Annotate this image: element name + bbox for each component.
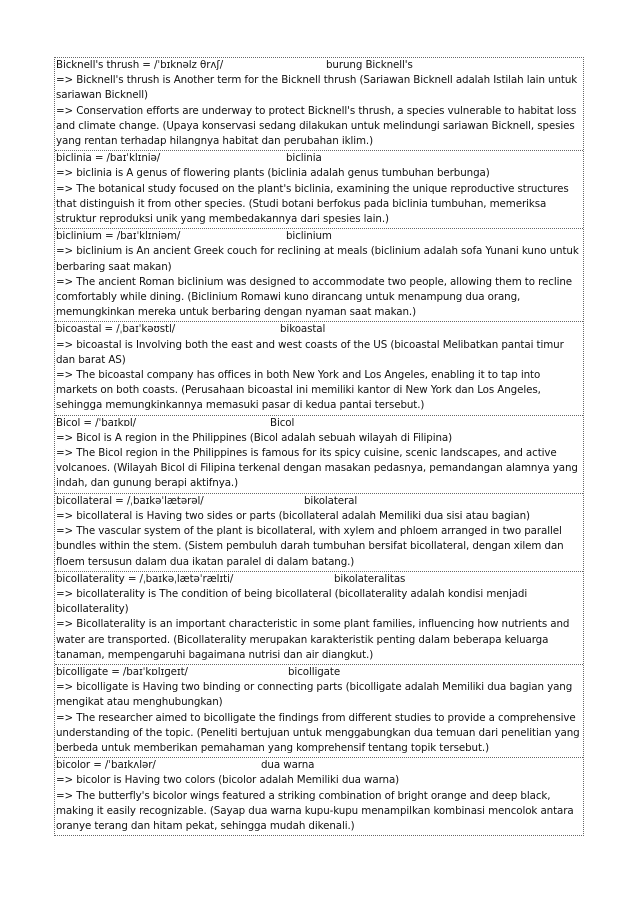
entry-term: bicolligate = /baɪˈkɒlɪɡeɪt/	[56, 665, 188, 678]
entry-example: => Conservation efforts are underway to protect Bicknell's thrush, a species vulnerable to habitat loss and climate change. (Upaya konservasi sedang dilakukan untuk melindungi sariawan Bicknell, spesies yang rentan terhadap hilangnya habitat dan perubahan iklim.)	[56, 104, 577, 148]
entry-definition: => Bicknell's thrush is Another term for the Bicknell thrush (Sariawan Bicknell adalah Istilah lain untuk sariawan Bicknell)	[56, 74, 578, 102]
vocabulary-entry	[55, 494, 583, 572]
entry-example: => The vascular system of the plant is bicollateral, with xylem and phloem arranged in two parallel bundles within the stem. (Sistem pembuluh darah tumbuhan bersifat bicollateral, dengan xilem dan floem tersusun dalam dua ikatan paralel di dalam batang.)	[56, 525, 564, 568]
entry-headline	[56, 665, 583, 680]
entry-term: Bicknell's thrush = /ˈbɪknəlz θrʌʃ/	[56, 59, 224, 71]
vocabulary-entry	[55, 758, 583, 835]
vocabulary-list	[54, 57, 584, 836]
entry-definition: => biclinium is An ancient Greek couch for reclining at meals (biclinium adalah sofa Yunani kuno untuk berbaring saat makan)	[56, 245, 579, 273]
entry-translation: bikolateral	[304, 494, 358, 507]
entry-term: biclinium = /baɪˈklɪniəm/	[56, 230, 181, 243]
entry-translation: bikoastal	[280, 323, 326, 336]
vocabulary-entry	[55, 322, 583, 415]
entry-example: => The bicoastal company has offices in both New York and Los Angeles, enabling it to tap into markets on both coasts. (Perusahaan bicoastal ini memiliki kantor di New York dan Los Angeles, sehingga memungkinkannya memasuki pasar di kedua pantai tersebut.)	[56, 369, 541, 412]
vocabulary-entry	[55, 572, 583, 665]
entry-translation: burung Bicknell's	[326, 59, 413, 71]
entry-term: bicollaterality = /ˌbaɪkəˌlætəˈrælɪti/	[56, 572, 234, 585]
vocabulary-entry	[55, 665, 583, 758]
entry-example: => Bicollaterality is an important characteristic in some plant families, influencing how nutrients and water are transported. (Bicollaterality merupakan karakteristik penting dalam beberapa keluarga tanaman, mempengaruhi bagaimana nutrisi dan air diangkut.)	[56, 618, 570, 661]
entry-definition: => bicolligate is Having two binding or connecting parts (bicolligate adalah Memiliki dua bagian yang mengikat atau menghubungkan)	[56, 681, 573, 709]
entry-example: => The researcher aimed to bicolligate the findings from different studies to provide a comprehensive understanding of the topic. (Peneliti bertujuan untuk menggabungkan dua temuan dari penelitian yang berbeda untuk memberikan pemahaman yang komprehensif tentang topik tersebut.)	[56, 711, 580, 754]
entry-translation: Bicol	[270, 416, 295, 429]
entry-term: bicoastal = /ˌbaɪˈkəʊstl/	[56, 323, 176, 336]
entry-example: => The butterfly's bicolor wings featured a striking combination of bright orange and deep black, making it easily recognizable. (Sayap dua warna kupu-kupu menampilkan kombinasi mencolok antara oranye terang dan hitam pekat, sehingga mudah dikenali.)	[56, 789, 574, 832]
entry-definition: => bicollateral is Having two sides or parts (bicollateral adalah Memiliki dua sisi atau bagian)	[56, 509, 530, 522]
entry-headline	[56, 322, 583, 337]
entry-definition: => bicoastal is Involving both the east and west coasts of the US (bicoastal Melibatkan pantai timur dan barat AS)	[56, 338, 564, 366]
entry-definition: => bicollaterality is The condition of being bicollateral (bicollaterality adalah kondisi menjadi bicollaterality)	[56, 587, 528, 616]
vocabulary-entry	[55, 416, 583, 494]
entry-example: => The ancient Roman biclinium was designed to accommodate two people, allowing them to recline comfortably while dining. (Biclinium Romawi kuno dirancang untuk menampung dua orang, memungkinkan mereka untuk berbaring dengan nyaman saat makan.)	[56, 275, 573, 319]
entry-term: biclinia = /baɪˈklɪniə/	[56, 152, 161, 165]
entry-translation: biclinia	[286, 152, 322, 165]
vocabulary-entry	[55, 58, 583, 151]
entry-definition: => bicolor is Having two colors (bicolor adalah Memiliki dua warna)	[56, 774, 400, 787]
entry-term: bicolor = /ˈbaɪkʌlər/	[56, 759, 156, 772]
entry-definition: => biclinia is A genus of flowering plants (biclinia adalah genus tumbuhan berbunga)	[56, 167, 490, 180]
vocabulary-entry	[55, 151, 583, 229]
entry-headline	[56, 758, 583, 773]
entry-translation: dua warna	[261, 759, 315, 772]
entry-headline	[56, 151, 583, 166]
entry-example: => The botanical study focused on the plant's biclinia, examining the unique reproductive structures that distinguish it from other species. (Studi botani berfokus pada biclinia tumbuhan, memeriksa struktur reproduksi unik yang membedakannya dari spesies lain.)	[56, 182, 569, 226]
entry-headline	[56, 572, 583, 587]
entry-headline	[56, 229, 583, 244]
entry-term: Bicol = /ˈbaɪkɒl/	[56, 416, 137, 429]
entry-headline	[56, 416, 583, 431]
entry-definition: => Bicol is A region in the Philippines (Bicol adalah sebuah wilayah di Filipina)	[56, 431, 453, 444]
entry-translation: bikolateralitas	[334, 572, 406, 585]
entry-headline	[56, 494, 583, 509]
vocabulary-entry	[55, 229, 583, 322]
entry-translation: biclinium	[286, 230, 332, 243]
entry-term: bicollateral = /ˌbaɪkəˈlætərəl/	[56, 494, 204, 507]
entry-translation: bicolligate	[288, 665, 341, 678]
entry-headline	[56, 58, 583, 73]
entry-example: => The Bicol region in the Philippines is famous for its spicy cuisine, scenic landscapes, and active volcanoes. (Wilayah Bicol di Filipina terkenal dengan masakan pedasnya, pemandangan alamnya yang indah, dan gunung berapi aktifnya.)	[56, 447, 578, 490]
